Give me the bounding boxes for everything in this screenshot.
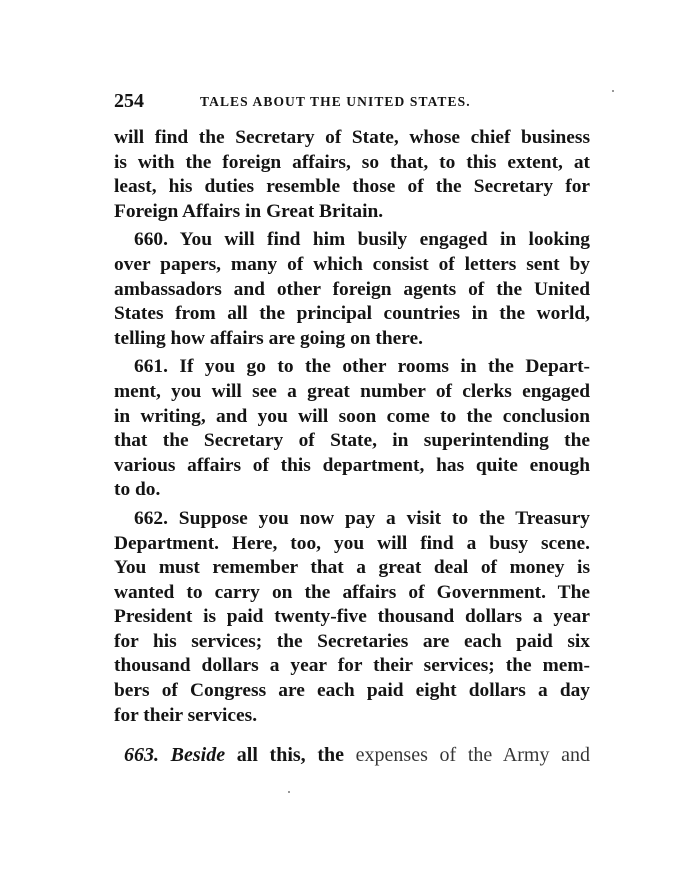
text-line: that the Secretary of State, in superintending the (114, 430, 590, 452)
paragraph-663-start (124, 742, 590, 768)
text-line: thousand dollars a year for their services; the mem- (114, 655, 590, 677)
text-line: over papers, many of which consist of letters sent by (114, 253, 590, 275)
text-line: least, his duties resemble those of the Secretary for (114, 176, 590, 198)
text-line: Foreign Affairs in Great Britain. (114, 200, 384, 222)
text-line: 660. You will find him busily engaged in looking (134, 229, 590, 251)
paragraph-continuation (114, 126, 590, 224)
italic-word: Beside (170, 744, 226, 766)
text-line: ment, you will see a great number of clerks engaged (114, 380, 590, 402)
text-line: States from all the principal countries in the world, (114, 303, 590, 325)
text-fragment-faded: expenses of the Army and (355, 744, 591, 766)
text-line: will find the Secretary of State, whose chief business (114, 127, 590, 148)
text-line: ambassadors and other foreign agents of the United (114, 278, 590, 300)
paragraph-661 (114, 355, 590, 503)
paragraph-number: 663. (124, 744, 159, 766)
paper-speck (288, 791, 290, 793)
running-head: TALES ABOUT THE UNITED STATES. (200, 94, 471, 109)
text-line: wanted to carry on the affairs of Government. The (114, 581, 590, 603)
page-number: 254 (114, 90, 144, 112)
paragraph-662 (114, 507, 590, 728)
text-fragment: all this, the (236, 744, 344, 766)
text-line: Department. Here, too, you will find a busy scene. (114, 532, 590, 554)
text-line: for his services; the Secretaries are each paid six (114, 630, 590, 652)
text-line: is with the foreign affairs, so that, to this extent, at (114, 151, 590, 173)
text-line: 662. Suppose you now pay a visit to the Treasury (134, 507, 590, 529)
page-header (114, 88, 590, 114)
text-line: President is paid twenty-five thousand dollars a year (114, 606, 590, 628)
body-text (114, 126, 590, 732)
text-line: You must remember that a great deal of money is (114, 557, 590, 579)
paper-speck (612, 90, 614, 92)
paragraph-660 (114, 228, 590, 351)
text-line: in writing, and you will soon come to the conclusion (114, 405, 590, 427)
text-line: various affairs of this department, has quite enough (114, 454, 590, 476)
text-line: 661. If you go to the other rooms in the Depart- (134, 356, 590, 378)
text-line: for their services. (114, 704, 258, 726)
text-line: bers of Congress are each paid eight dollars a day (114, 680, 590, 702)
text-line: to do. (114, 479, 161, 501)
text-line: telling how affairs are going on there. (114, 327, 423, 349)
